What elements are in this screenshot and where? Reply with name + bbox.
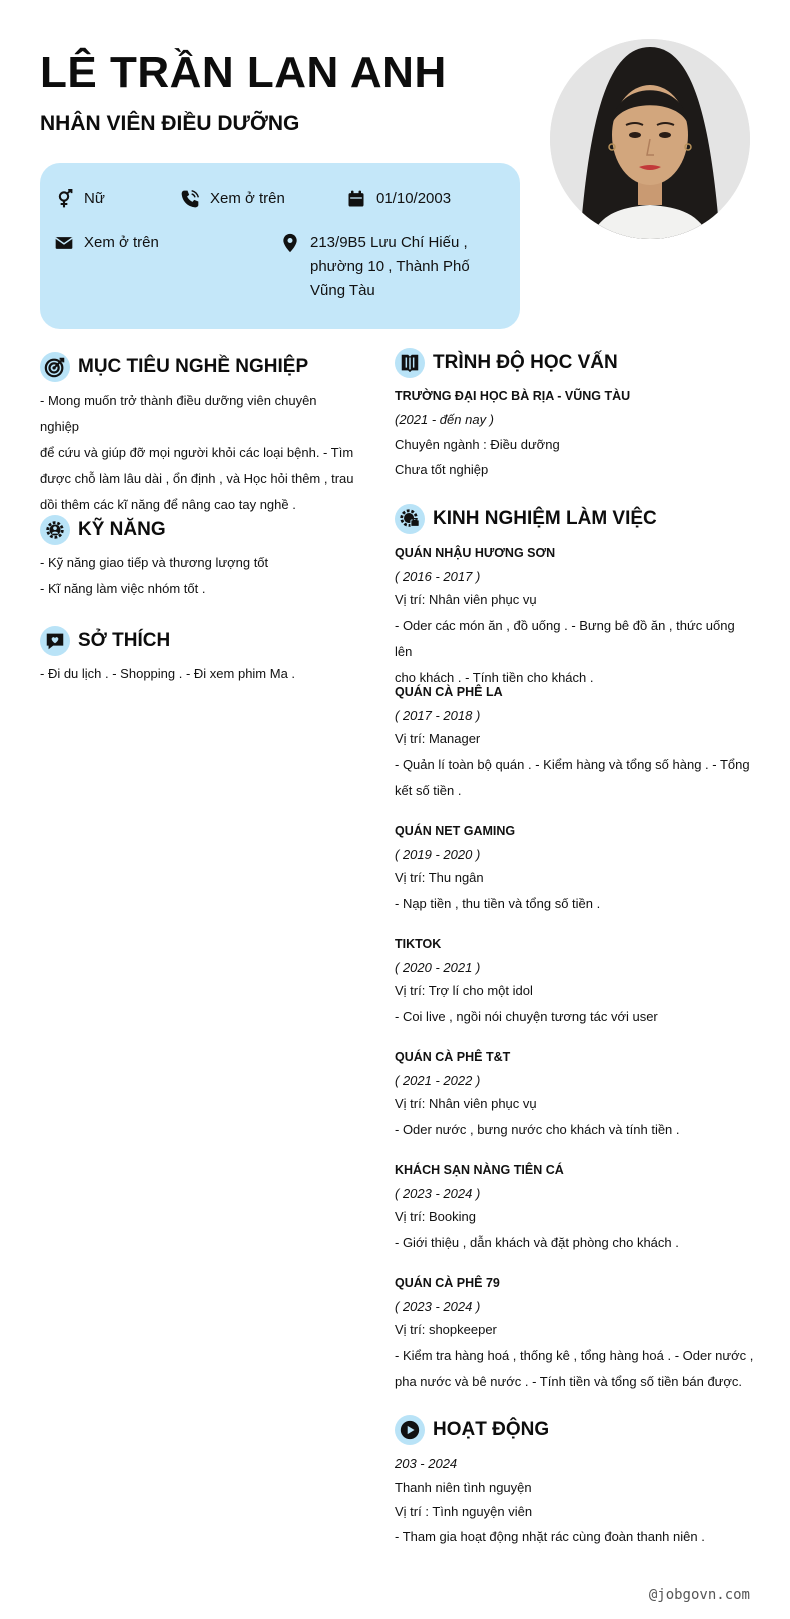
phone-value: Xem ở trên — [210, 190, 285, 207]
job-position: Vị trí: shopkeeper — [395, 1322, 497, 1337]
objective-text: - Mong muốn trở thành điều dưỡng viên chuyên nghiệp để cứu và giúp đỡ mọi người khỏi các loại bệnh. - Tìm được chỗ làm lâu dài , ổn định , và Học hỏi thêm , trau dồi thêm các kĩ năng để nâng cao tay nghề . — [40, 393, 354, 512]
activity-period: 203 - 2024 — [395, 1456, 458, 1471]
email-value: Xem ở trên — [84, 234, 159, 251]
job-company: QUÁN CÀ PHÊ T&T — [395, 1050, 511, 1064]
activity-description: - Tham gia hoạt động nhặt rác cùng đoàn thanh niên . — [395, 1529, 705, 1544]
gender-icon — [54, 189, 74, 209]
education-heading: TRÌNH ĐỘ HỌC VẤN — [395, 348, 618, 378]
book-icon — [395, 348, 425, 378]
job-company: QUÁN NHẬU HƯƠNG SƠN — [395, 546, 556, 560]
job-company: QUÁN CÀ PHÊ LA — [395, 685, 503, 699]
job-period: ( 2023 - 2024 ) — [395, 1299, 481, 1314]
education-block — [395, 384, 755, 483]
gender-row — [54, 187, 105, 211]
hobbies-text: - Đi du lịch . - Shopping . - Đi xem phim Ma . — [40, 666, 296, 681]
profile-photo — [550, 39, 750, 239]
activities-block — [395, 1452, 755, 1550]
work-gear-icon — [395, 504, 425, 534]
activities-heading: HOẠT ĐỘNG — [395, 1415, 549, 1445]
activity-position: Vị trí : Tình nguyện viên — [395, 1504, 533, 1519]
experience-heading: KINH NGHIỆM LÀM VIỆC — [395, 504, 657, 534]
job-item — [395, 906, 755, 1024]
job-description: - Kiểm tra hàng hoá , thống kê , tổng hàng hoá . - Oder nước , pha nước và bê nước . - Tính tiền và tổng số tiền bán được. — [395, 1348, 754, 1389]
contact-info-box — [40, 163, 520, 329]
calendar-icon — [346, 189, 366, 209]
job-description: - Giới thiệu , dẫn khách và đặt phòng cho khách . — [395, 1235, 679, 1250]
job-period: ( 2023 - 2024 ) — [395, 1186, 481, 1201]
job-description: - Quản lí toàn bộ quán . - Kiểm hàng và tổng số hàng . - Tổng kết số tiền . — [395, 757, 750, 798]
job-period: ( 2017 - 2018 ) — [395, 708, 481, 723]
watermark: @jobgovn.com — [648, 1587, 750, 1603]
job-position: Vị trí: Nhân viên phục vụ — [395, 592, 537, 607]
email-row — [54, 231, 159, 255]
job-item — [395, 541, 755, 685]
job-position: Vị trí: Booking — [395, 1209, 476, 1224]
job-period: ( 2021 - 2022 ) — [395, 1073, 481, 1088]
address-row — [280, 231, 470, 303]
candidate-name: LÊ TRẦN LAN ANH — [40, 48, 447, 97]
job-item — [395, 793, 755, 911]
job-position: Vị trí: Nhân viên phục vụ — [395, 1096, 537, 1111]
job-period: ( 2016 - 2017 ) — [395, 569, 481, 584]
job-position: Vị trí: Manager — [395, 731, 481, 746]
skills-heading: KỸ NĂNG — [40, 515, 166, 545]
job-period: ( 2019 - 2020 ) — [395, 847, 481, 862]
job-company: TIKTOK — [395, 937, 442, 951]
hobbies-heading: SỞ THÍCH — [40, 626, 170, 656]
phone-icon — [180, 189, 200, 209]
email-icon — [54, 233, 74, 253]
target-icon — [40, 352, 70, 382]
birthday-row — [346, 187, 451, 211]
education-school: TRƯỜNG ĐẠI HỌC BÀ RỊA - VŨNG TÀU — [395, 389, 631, 403]
job-description: - Coi live , ngồi nói chuyện tương tác với user — [395, 1009, 658, 1024]
job-company: QUÁN CÀ PHÊ 79 — [395, 1276, 500, 1290]
education-major: Chuyên ngành : Điều dưỡng — [395, 437, 560, 452]
job-description: - Oder các món ăn , đồ uống . - Bưng bê đồ ăn , thức uống lên cho khách . - Tính tiền cho khách . — [395, 618, 735, 685]
play-icon — [395, 1415, 425, 1445]
job-description: - Nạp tiền , thu tiền và tổng số tiền . — [395, 896, 601, 911]
job-position: Vị trí: Thu ngân — [395, 870, 484, 885]
experience-list — [395, 541, 755, 1389]
job-title: NHÂN VIÊN ĐIỀU DƯỠNG — [40, 112, 300, 135]
job-item — [395, 1019, 755, 1137]
address-value: 213/9B5 Lưu Chí Hiếu , phường 10 , Thành Phố Vũng Tàu — [310, 234, 470, 299]
objective-heading: MỤC TIÊU NGHỀ NGHIỆP — [40, 352, 308, 382]
job-item — [395, 1245, 755, 1389]
job-company: QUÁN NET GAMING — [395, 824, 516, 838]
job-item — [395, 1132, 755, 1250]
heart-message-icon — [40, 626, 70, 656]
education-period: (2021 - đến nay ) — [395, 412, 495, 427]
birthday-value: 01/10/2003 — [376, 190, 452, 207]
phone-row — [180, 187, 285, 211]
activity-name: Thanh niên tình nguyện — [395, 1480, 532, 1495]
job-period: ( 2020 - 2021 ) — [395, 960, 481, 975]
location-icon — [280, 233, 300, 253]
skills-gear-icon — [40, 515, 70, 545]
job-position: Vị trí: Trợ lí cho một idol — [395, 983, 533, 998]
job-description: - Oder nước , bưng nước cho khách và tính tiền . — [395, 1122, 680, 1137]
education-status: Chưa tốt nghiệp — [395, 462, 489, 477]
skills-text: - Kỹ năng giao tiếp và thương lượng tốt - Kĩ năng làm việc nhóm tốt . — [40, 555, 269, 596]
job-company: KHÁCH SẠN NÀNG TIÊN CÁ — [395, 1163, 564, 1177]
gender-value: Nữ — [84, 190, 105, 207]
